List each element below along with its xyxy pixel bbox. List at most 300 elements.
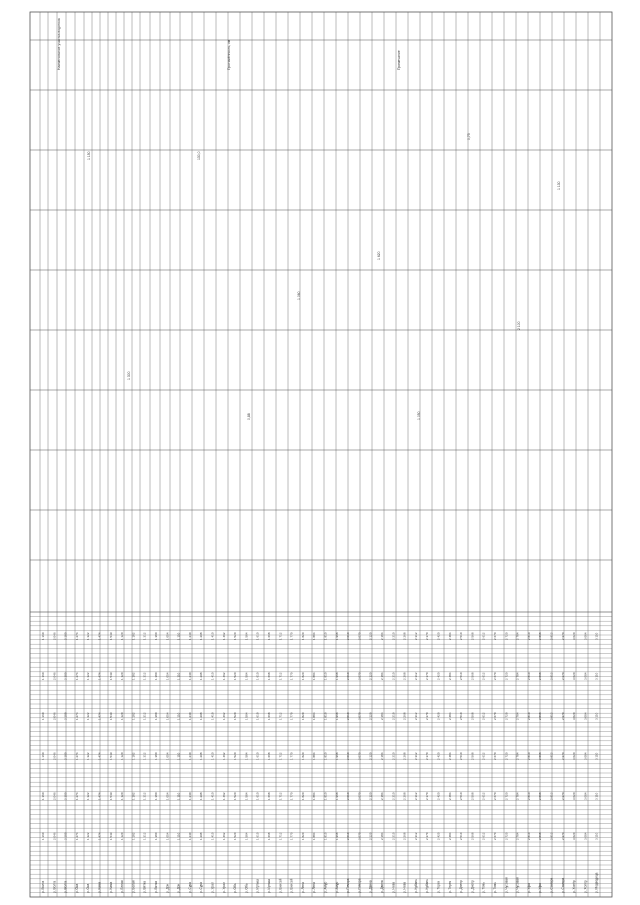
row-value: 3 084 — [583, 632, 588, 640]
row-value: 1 298 — [199, 632, 204, 640]
row-value: 2 420 — [436, 712, 441, 720]
row-label: р. Волга — [63, 880, 68, 893]
row-value: 2 612 — [481, 832, 486, 840]
row-value: 1 820 — [300, 832, 305, 840]
row-value: 2 210 — [391, 672, 396, 680]
row-value: 1 410 — [210, 672, 215, 680]
row-label: р. Белая — [120, 880, 125, 893]
row-label: р. Дон — [176, 883, 181, 893]
row-value: 2 010 — [346, 632, 351, 640]
row-value: 1 610 — [255, 752, 260, 760]
row-value: 2 868 — [538, 792, 543, 800]
row-value: 2 510 — [459, 632, 464, 640]
row-value: 1 462 — [221, 792, 226, 800]
row-value: 1 968 — [334, 832, 339, 840]
row-value: 1 770 — [289, 712, 294, 720]
row-value: 2 568 — [470, 832, 475, 840]
row-value: 1 274 — [74, 752, 79, 760]
row-value: 1 549 — [108, 792, 113, 800]
row-value: 1 910 — [323, 632, 328, 640]
row-value: 2 100 — [63, 632, 68, 640]
row-value: 1 160 — [41, 752, 45, 760]
row-value: 2 912 — [549, 752, 554, 760]
row-value: 1 668 — [267, 792, 271, 800]
row-value: 1 110 — [176, 792, 181, 800]
row-value: 1 298 — [199, 752, 204, 760]
row-value: 2 010 — [346, 752, 351, 760]
row-value: 1 054 — [165, 712, 170, 720]
row-value: 1 910 — [323, 832, 328, 840]
row-value: 3 110 — [594, 832, 599, 840]
row-value: 1 312 — [142, 832, 147, 840]
row-value: 1 240 — [187, 752, 192, 760]
row-value: 2 370 — [425, 832, 430, 840]
mid-entry: 2 100 — [517, 321, 521, 330]
row-label: р. Хопёр — [583, 880, 588, 893]
row-value: 1 668 — [267, 672, 271, 680]
row-label: р. Медведица — [594, 872, 599, 893]
row-value: 1 584 — [244, 712, 249, 720]
row-value: 1 312 — [142, 752, 147, 760]
row-value: 2 070 — [357, 632, 362, 640]
row-value: 3 110 — [594, 712, 599, 720]
row-value: 2 720 — [504, 712, 509, 720]
row-value: 1 298 — [199, 832, 204, 840]
row-value: 1 820 — [300, 792, 305, 800]
row-value: 2 568 — [470, 672, 475, 680]
row-value: 2 970 — [560, 832, 565, 840]
row-value: 2 720 — [504, 632, 509, 640]
row-value: 2 784 — [515, 832, 520, 840]
row-value: 1 054 — [165, 672, 170, 680]
row-value: 2 312 — [413, 792, 418, 800]
row-label: р. Амур — [334, 881, 339, 893]
row-value: 2 912 — [549, 712, 554, 720]
row-value: 2 120 — [368, 632, 373, 640]
row-value: 2 484 — [447, 632, 452, 640]
row-value: 1 312 — [142, 632, 147, 640]
mid-entry: 1 620 — [377, 251, 381, 260]
row-value: 2 312 — [413, 752, 418, 760]
row-value: 2 370 — [425, 672, 430, 680]
row-label: р. Томь — [481, 882, 486, 893]
row-value: 1 410 — [210, 792, 215, 800]
mid-entry: 1 150 — [87, 151, 91, 160]
row-value: 1 120 — [120, 792, 125, 800]
row-label: р. Урал — [221, 882, 226, 893]
row-value: 2 810 — [526, 792, 531, 800]
row-value: 1 462 — [221, 832, 226, 840]
row-value: 2 312 — [413, 832, 418, 840]
header-note: Примечание — [397, 50, 401, 70]
row-value: 1 968 — [334, 712, 339, 720]
mid-entry: 1 060 — [297, 291, 301, 300]
row-value: 1 610 — [255, 632, 260, 640]
row-value: 1 120 — [120, 832, 125, 840]
row-value: 2 100 — [63, 752, 68, 760]
row-value: 1 160 — [41, 792, 45, 800]
row-label: р. Вятка — [154, 880, 158, 893]
row-value: 2 268 — [402, 632, 407, 640]
row-value: 1 054 — [165, 792, 170, 800]
row-value: 1 322 — [86, 792, 91, 800]
row-value: 1 240 — [187, 792, 192, 800]
row-value: 2 100 — [63, 832, 68, 840]
row-value: 1 312 — [142, 712, 147, 720]
row-label: р. Нева — [391, 881, 396, 893]
row-value: 1 410 — [210, 832, 215, 840]
row-value: 2 612 — [481, 672, 486, 680]
row-label: р. Амур — [323, 881, 328, 893]
row-label: р. Вятка — [142, 880, 147, 893]
row-value: 2 100 — [63, 712, 68, 720]
row-value: 2 046 — [52, 632, 57, 640]
row-value: 1 274 — [74, 672, 79, 680]
row-value: 2 100 — [63, 672, 68, 680]
row-value: 1 110 — [176, 712, 181, 720]
row-value: 3 110 — [594, 672, 599, 680]
row-label: р. Иртыш — [255, 879, 260, 893]
row-value: 1 474 — [97, 832, 102, 840]
row-value: 2 184 — [380, 712, 384, 720]
row-value: 2 912 — [549, 792, 554, 800]
row-value: 1 549 — [108, 712, 113, 720]
row-value: 3 020 — [572, 752, 577, 760]
row-value: 2 184 — [380, 792, 384, 800]
row-value: 1 884 — [312, 632, 317, 640]
row-value: 2 420 — [436, 752, 441, 760]
row-value: 1 312 — [142, 672, 147, 680]
row-value: 2 912 — [549, 672, 554, 680]
row-label: р. Самара — [549, 877, 554, 893]
row-value: 1 410 — [210, 632, 215, 640]
row-value: 2 120 — [368, 832, 373, 840]
row-value: 1 610 — [255, 792, 260, 800]
row-value: 2 046 — [52, 672, 57, 680]
row-value: 2 312 — [413, 632, 418, 640]
row-value: 2 484 — [447, 752, 452, 760]
row-value: 1 610 — [255, 712, 260, 720]
row-value: 1 474 — [97, 712, 102, 720]
row-value: 2 184 — [380, 632, 384, 640]
row-value: 1 549 — [108, 752, 113, 760]
table-border — [30, 12, 612, 897]
row-value: 2 868 — [538, 752, 543, 760]
row-value: 1 884 — [312, 832, 317, 840]
row-value: 2 120 — [368, 792, 373, 800]
row-value: 3 084 — [583, 672, 588, 680]
row-value: 1 274 — [74, 632, 79, 640]
row-value: 2 268 — [402, 672, 407, 680]
row-value: 1 884 — [312, 752, 317, 760]
row-value: 2 720 — [504, 832, 509, 840]
row-value: 1 770 — [289, 632, 294, 640]
row-value: 2 420 — [436, 672, 441, 680]
row-value: 2 670 — [493, 752, 497, 760]
row-value: 2 070 — [357, 752, 362, 760]
row-value: 2 670 — [493, 832, 497, 840]
row-value: 1 240 — [187, 712, 192, 720]
row-label: р. Кама — [108, 881, 113, 893]
header-note: Протяжённость, км — [227, 39, 231, 70]
row-value: 1 610 — [255, 672, 260, 680]
row-value: 1 380 — [154, 752, 158, 760]
row-value: 2 510 — [459, 672, 464, 680]
row-value: 2 120 — [368, 672, 373, 680]
row-value: 2 210 — [391, 712, 396, 720]
row-value: 2 046 — [52, 792, 57, 800]
row-value: 1 182 — [131, 792, 136, 800]
row-value: 1 110 — [176, 632, 181, 640]
row-value: 2 268 — [402, 712, 407, 720]
row-value: 1 968 — [334, 792, 339, 800]
row-label: р. Нева — [402, 881, 407, 893]
row-value: 2 720 — [504, 672, 509, 680]
row-value: 2 070 — [357, 832, 362, 840]
row-label: р. Лена — [312, 882, 317, 893]
row-value: 2 484 — [447, 792, 452, 800]
row-value: 1 910 — [323, 672, 328, 680]
row-value: 1 120 — [120, 632, 125, 640]
row-value: 3 020 — [572, 792, 577, 800]
row-value: 1 820 — [300, 632, 305, 640]
row-value: 2 612 — [481, 752, 486, 760]
row-value: 1 240 — [187, 632, 192, 640]
row-value: 1 120 — [120, 712, 125, 720]
row-value: 2 810 — [526, 672, 531, 680]
row-value: 2 784 — [515, 632, 520, 640]
row-value: 2 420 — [436, 832, 441, 840]
row-value: 1 770 — [289, 832, 294, 840]
row-label: р. Волга — [41, 880, 45, 893]
row-value: 3 110 — [594, 792, 599, 800]
row-label: р. Терек — [436, 880, 441, 893]
row-label: р. Двина — [368, 880, 373, 893]
row-value: 3 084 — [583, 752, 588, 760]
row-value: 1 474 — [97, 792, 102, 800]
row-value: 1 322 — [86, 672, 91, 680]
row-value: 1 054 — [165, 752, 170, 760]
row-label: р. Днепр — [470, 880, 475, 893]
row-value: 1 820 — [300, 712, 305, 720]
row-label: р. Урал — [210, 882, 215, 893]
row-value: 2 868 — [538, 632, 543, 640]
row-value: 2 010 — [346, 712, 351, 720]
row-value: 2 210 — [391, 632, 396, 640]
row-value: 1 820 — [300, 672, 305, 680]
row-value: 1 410 — [210, 752, 215, 760]
row-value: 2 912 — [549, 832, 554, 840]
row-label: р. Чусовая — [504, 877, 509, 893]
row-label: р. Терек — [447, 880, 452, 893]
row-value: 2 210 — [391, 752, 396, 760]
mid-entry: 0,75 — [467, 133, 471, 140]
row-value: 2 046 — [52, 832, 57, 840]
mid-entry: 130,0 — [197, 151, 201, 160]
row-value: 1 712 — [278, 752, 283, 760]
row-value: 1 474 — [97, 672, 102, 680]
row-value: 1 120 — [120, 752, 125, 760]
row-value: 2 784 — [515, 752, 520, 760]
row-value: 1 668 — [267, 752, 271, 760]
header-note: Наименование участка водотока — [57, 18, 61, 70]
row-value: 1 910 — [323, 712, 328, 720]
row-value: 1 968 — [334, 632, 339, 640]
row-value: 2 970 — [560, 632, 565, 640]
row-value: 2 046 — [52, 752, 57, 760]
row-value: 1 182 — [131, 632, 136, 640]
row-value: 1 584 — [244, 632, 249, 640]
row-value: 2 912 — [549, 632, 554, 640]
row-value: 1 770 — [289, 672, 294, 680]
row-value: 1 520 — [233, 632, 238, 640]
row-value: 1 520 — [233, 792, 238, 800]
row-value: 1 884 — [312, 672, 317, 680]
row-label: р. Иртыш — [267, 879, 271, 893]
row-label: р. Обь — [244, 883, 249, 893]
row-value: 2 970 — [560, 672, 565, 680]
row-value: 2 370 — [425, 632, 430, 640]
row-value: 1 120 — [120, 672, 125, 680]
row-value: 2 046 — [52, 712, 57, 720]
row-value: 1 910 — [323, 792, 328, 800]
row-value: 2 120 — [368, 712, 373, 720]
row-label: р. Обь — [233, 883, 238, 893]
row-value: 2 510 — [459, 792, 464, 800]
row-value: 2 070 — [357, 792, 362, 800]
row-label: р. Томь — [493, 882, 497, 893]
row-value: 1 712 — [278, 672, 283, 680]
row-label: р. Ока — [86, 883, 91, 893]
row-label: р. Волга — [52, 880, 57, 893]
row-value: 2 970 — [560, 712, 565, 720]
row-value: 1 160 — [41, 632, 45, 640]
row-value: 2 670 — [493, 792, 497, 800]
row-value: 2 484 — [447, 712, 452, 720]
row-value: 2 510 — [459, 712, 464, 720]
row-label: р. Дон — [165, 883, 170, 893]
row-value: 3 084 — [583, 712, 588, 720]
row-value: 1 584 — [244, 832, 249, 840]
row-value: 2 670 — [493, 672, 497, 680]
row-value: 1 182 — [131, 672, 136, 680]
row-value: 2 370 — [425, 792, 430, 800]
mid-entry: 0,88 — [247, 413, 251, 420]
row-value: 1 274 — [74, 832, 79, 840]
row-value: 2 510 — [459, 752, 464, 760]
row-label: р. Сура — [187, 882, 192, 893]
row-value: 2 184 — [380, 672, 384, 680]
row-value: 2 184 — [380, 832, 384, 840]
row-value: 2 612 — [481, 792, 486, 800]
row-value: 2 568 — [470, 752, 475, 760]
row-value: 2 810 — [526, 632, 531, 640]
row-value: 1 160 — [41, 712, 45, 720]
row-value: 2 568 — [470, 712, 475, 720]
row-value: 2 010 — [346, 672, 351, 680]
row-value: 2 484 — [447, 672, 452, 680]
mid-entry: 1 300 — [127, 371, 131, 380]
row-value: 1 584 — [244, 752, 249, 760]
row-value: 1 462 — [221, 712, 226, 720]
row-value: 1 712 — [278, 832, 283, 840]
row-value: 1 968 — [334, 752, 339, 760]
row-label: р. Уфа — [526, 883, 531, 893]
row-value: 1 182 — [131, 712, 136, 720]
row-value: 1 712 — [278, 632, 283, 640]
row-value: 1 668 — [267, 832, 271, 840]
row-value: 2 612 — [481, 632, 486, 640]
row-value: 2 510 — [459, 832, 464, 840]
row-value: 1 884 — [312, 712, 317, 720]
row-value: 1 240 — [187, 832, 192, 840]
mid-entry: 1 050 — [417, 411, 421, 420]
row-value: 2 370 — [425, 752, 430, 760]
row-label: р. Кубань — [413, 879, 418, 893]
row-value: 1 520 — [233, 832, 238, 840]
row-value: 2 420 — [436, 792, 441, 800]
row-value: 1 910 — [323, 752, 328, 760]
row-value: 3 110 — [594, 632, 599, 640]
row-value: 2 720 — [504, 792, 509, 800]
row-value: 2 568 — [470, 792, 475, 800]
row-value: 1 054 — [165, 632, 170, 640]
row-label: р. Двина — [380, 880, 384, 893]
row-value: 1 182 — [131, 752, 136, 760]
row-value: 1 712 — [278, 792, 283, 800]
row-value: 1 380 — [154, 632, 158, 640]
row-value: 2 268 — [402, 792, 407, 800]
row-value: 2 268 — [402, 752, 407, 760]
row-value: 1 884 — [312, 792, 317, 800]
row-value: 1 474 — [97, 632, 102, 640]
row-value: 1 380 — [154, 672, 158, 680]
row-value: 3 110 — [594, 752, 599, 760]
row-value: 2 810 — [526, 712, 531, 720]
row-value: 1 274 — [74, 712, 79, 720]
row-value: 1 410 — [210, 712, 215, 720]
row-value: 1 298 — [199, 672, 204, 680]
row-value: 2 784 — [515, 792, 520, 800]
row-value: 2 010 — [346, 832, 351, 840]
row-label: р. Енисей — [278, 878, 283, 893]
row-value: 1 322 — [86, 832, 91, 840]
row-value: 1 322 — [86, 712, 91, 720]
row-value: 2 268 — [402, 832, 407, 840]
row-value: 1 462 — [221, 672, 226, 680]
row-value: 1 584 — [244, 792, 249, 800]
row-value: 1 380 — [154, 792, 158, 800]
row-value: 1 380 — [154, 712, 158, 720]
row-value: 2 210 — [391, 792, 396, 800]
row-value: 2 868 — [538, 832, 543, 840]
row-label: р. Кама — [97, 881, 102, 893]
row-value: 2 670 — [493, 632, 497, 640]
row-value: 2 670 — [493, 712, 497, 720]
row-value: 2 312 — [413, 672, 418, 680]
row-value: 3 084 — [583, 792, 588, 800]
row-value: 2 370 — [425, 712, 430, 720]
row-value: 1 820 — [300, 752, 305, 760]
row-value: 1 240 — [187, 672, 192, 680]
row-value: 2 184 — [380, 752, 384, 760]
row-value: 1 520 — [233, 672, 238, 680]
row-value: 1 549 — [108, 832, 113, 840]
row-value: 1 520 — [233, 752, 238, 760]
row-value: 2 420 — [436, 632, 441, 640]
row-value: 2 810 — [526, 832, 531, 840]
row-value: 1 160 — [41, 672, 45, 680]
